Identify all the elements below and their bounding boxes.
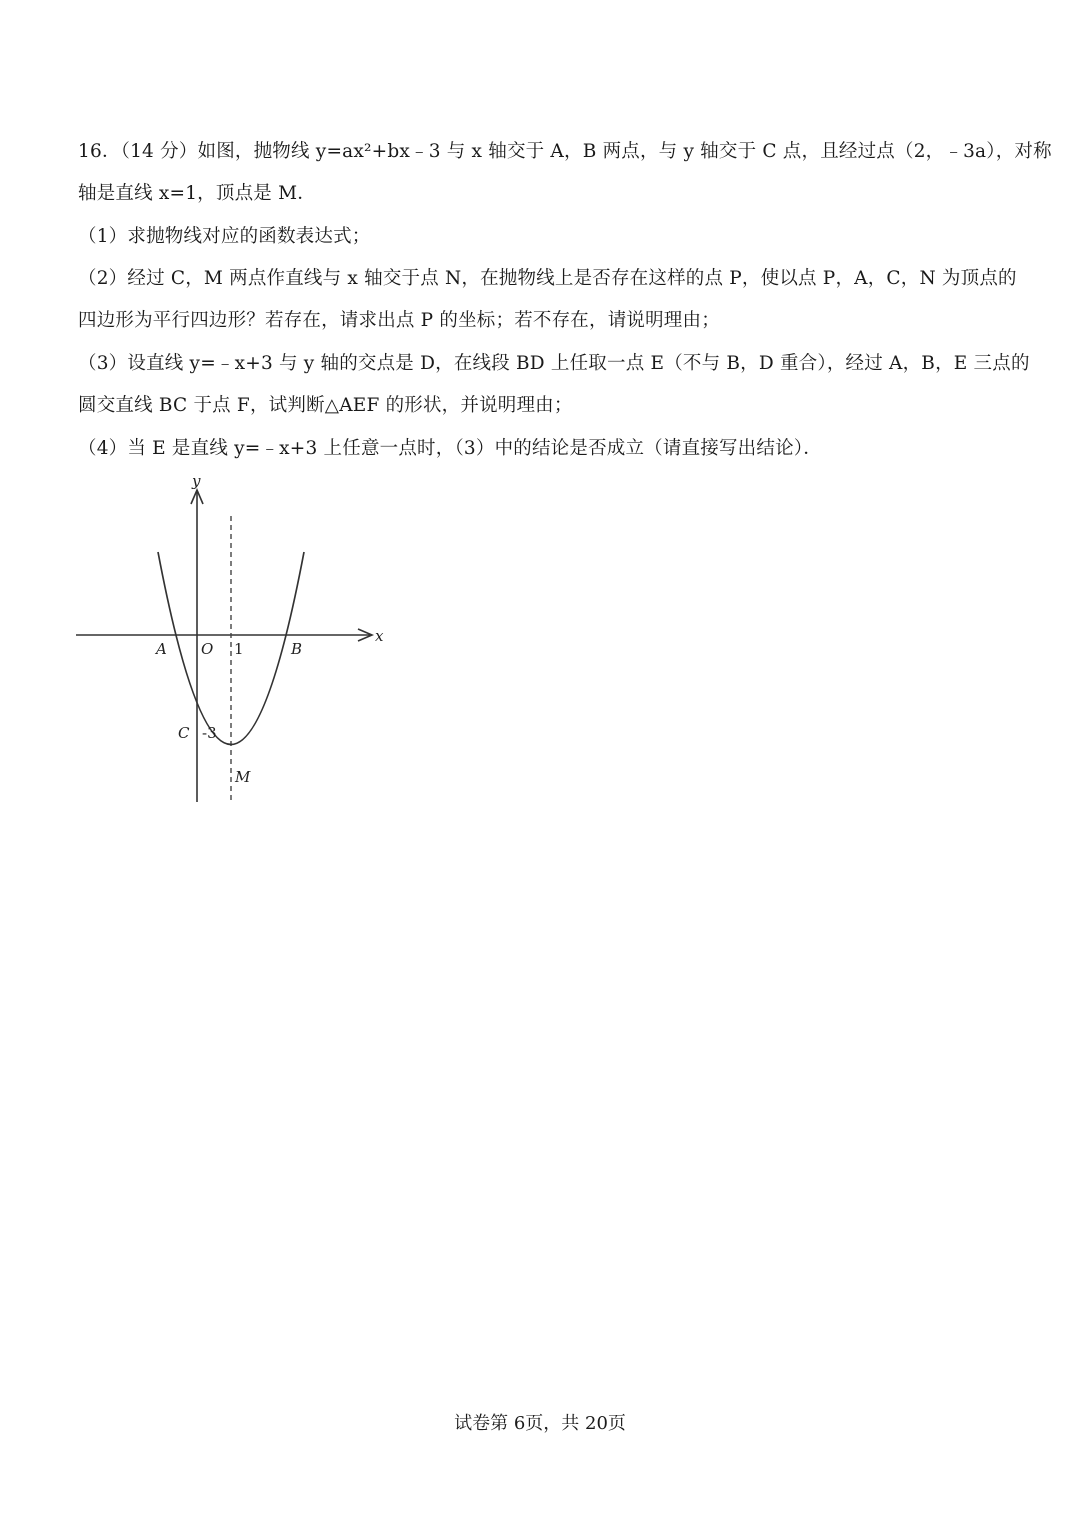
x-axis-label: x [375, 627, 384, 645]
point-a-label: A [156, 640, 167, 658]
question-part-2-line-2: 四边形为平行四边形？若存在，请求出点 P 的坐标；若不存在，请说明理由； [78, 310, 720, 331]
question-stem-line-2: 轴是直线 x=1，顶点是 M． [78, 183, 316, 204]
tick-one-label: 1 [234, 640, 244, 658]
origin-label: O [201, 640, 214, 658]
question-part-1: （1）求抛物线对应的函数表达式； [78, 226, 371, 247]
point-b-label: B [291, 640, 303, 658]
question-part-4: （4）当 E 是直线 y=﹣x+3 上任意一点时，（3）中的结论是否成立（请直接写出结论）． [78, 438, 822, 459]
question-part-3-line-1: （3）设直线 y=﹣x+3 与 y 轴的交点是 D，在线段 BD 上任取一点 E（不与 B，D 重合），经过 A，B，E 三点的 [78, 353, 1030, 374]
question-stem-line-1: 16．（14 分）如图，抛物线 y=ax²+bx﹣3 与 x 轴交于 A，B 两点，与 y 轴交于 C 点，且经过点（2，﹣3a），对称 [78, 141, 1052, 162]
question-part-2-line-1: （2）经过 C，M 两点作直线与 x 轴交于点 N，在抛物线上是否存在这样的点 P，使以点 P，A，C，N 为顶点的 [78, 268, 1017, 289]
point-c-label: C [178, 724, 190, 742]
page-footer: 试卷第 6页，共 20页 [454, 1413, 626, 1434]
y-axis-label: y [192, 472, 201, 490]
vertex-m-label: M [235, 768, 251, 786]
tick-neg3-label: -3 [202, 724, 217, 742]
parabola-figure [70, 470, 400, 810]
question-part-3-line-2: 圆交直线 BC 于点 F，试判断△AEF 的形状，并说明理由； [78, 395, 573, 416]
